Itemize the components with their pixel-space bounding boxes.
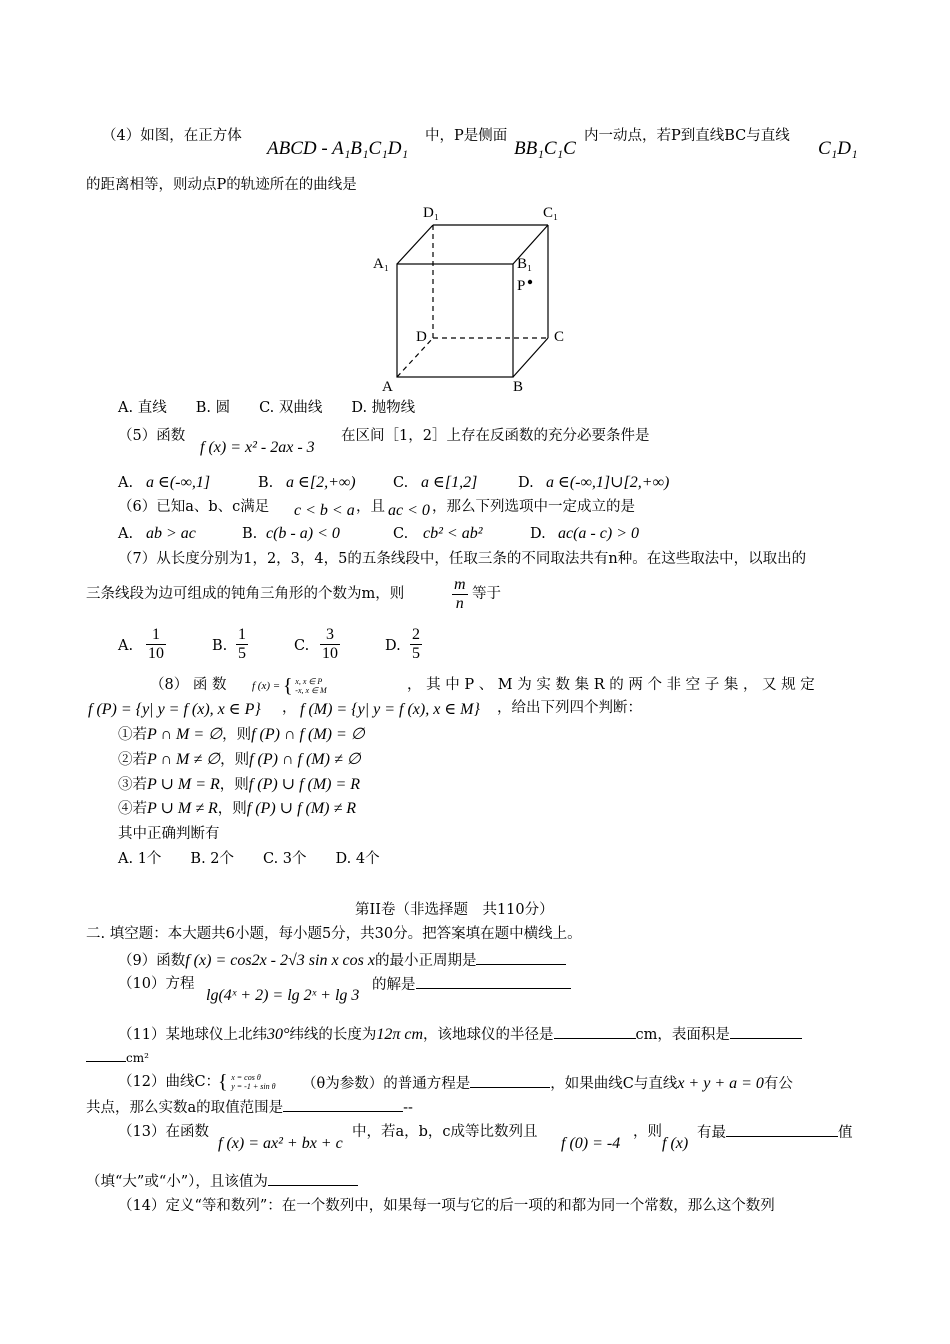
label-b1: B₁ [517, 256, 533, 272]
q8-fx: f (x) = [252, 680, 281, 692]
q9-text-a: （9）函数 [118, 953, 186, 969]
q13-text-a: （13）在函数 [118, 1124, 209, 1140]
q8-def-sep: ， [282, 700, 297, 716]
q4-math-line: C₁D₁ [818, 138, 858, 159]
q8-j4-m2: f (P) ∪ f (M) ≠ R [246, 800, 357, 817]
q9-blank[interactable] [476, 952, 566, 965]
q13-value-blank[interactable] [268, 1173, 358, 1186]
q12-case1: x = cos θ [231, 1072, 261, 1082]
q12-line1-rest [302, 1074, 793, 1093]
q4-text-c: 内一动点，若P到直线BC与直线 [584, 128, 790, 144]
q13-text-f: （填“大”或“小”），且该值为 [86, 1174, 268, 1190]
q8-judgement-1 [118, 725, 365, 744]
q6-math-2: ac < 0 [388, 502, 430, 519]
q5-choice-c-label: C. [393, 475, 409, 491]
q8-brace-icon: { [282, 675, 293, 697]
q4-line2: 的距离相等，则动点P的轨迹所在的曲线是 [86, 177, 357, 193]
part2-section: 二. 填空题：本大题共6小题，每小题5分，共30分。把答案填在题中横线上。 [86, 926, 582, 942]
q9-text-b: 的最小正周期是 [374, 953, 477, 969]
q13-text-e: 值 [838, 1125, 853, 1141]
q12-dash: -- [403, 1100, 413, 1116]
q11-text-c: ，该地球仪的半径是 [423, 1027, 554, 1043]
q7-line2-a: 三条线段为边可组成的钝角三角形的个数为m，则 [86, 586, 405, 602]
label-c: C [554, 329, 565, 345]
q6-choice-b: c(b - a) < 0 [266, 525, 340, 542]
label-d: D [416, 329, 427, 345]
label-b: B [513, 379, 524, 395]
q8-j2-a: ②若 [118, 752, 147, 768]
q8-j2-m1: P ∩ M ≠ ∅ [147, 751, 221, 768]
q7-choice-d [410, 626, 422, 664]
q8-text-a: （8） 函 数 [150, 677, 227, 693]
label-a: A [382, 379, 393, 395]
q13-type-blank[interactable] [726, 1124, 838, 1137]
q7-line1: （7）从长度分别为1，2，3，4，5的五条线段中，任取三条的不同取法共有n种。在这些取法中，以取出的 [118, 551, 807, 567]
q7-a-num: 1 [146, 626, 166, 645]
cube-edge-a1d1 [397, 225, 433, 264]
q13-text-d: 有最 [697, 1125, 726, 1141]
q7-choice-b [236, 626, 248, 664]
q8-j3-m1: P ∪ M = R [147, 776, 220, 793]
q12-text-c: ，如果曲线C与直线 [550, 1076, 678, 1092]
q12-case2: y = -1 + sin θ [231, 1081, 276, 1091]
q7-choice-c [320, 626, 340, 664]
q5-choice-a-label: A. [118, 475, 134, 491]
q11-text-a: （11）某地球仪上北纬 [118, 1027, 267, 1043]
q7-b-den: 5 [238, 645, 246, 663]
q5-choice-a: a ∈(-∞,1] [146, 474, 211, 491]
q7-c-den: 10 [322, 645, 338, 663]
q8-j2-b: ，则 [220, 752, 250, 768]
q4-text-a: （4）如图，在正方体 [102, 128, 242, 144]
q8-j1-a: ①若 [118, 727, 147, 743]
q5-choice-d: a ∈(-∞,1]∪[2,+∞) [546, 474, 670, 491]
q10-math: lg(4ˣ + 2) = lg 2ˣ + lg 3 [206, 987, 360, 1004]
q8-j2-m2: f (P) ∩ f (M) ≠ ∅ [249, 751, 361, 768]
q8-case1: x, x ∈ P [295, 677, 323, 687]
label-p: P [517, 278, 526, 294]
q7-b-num: 1 [236, 626, 248, 645]
q8-judgement-4 [118, 799, 356, 818]
q13-math-1: f (x) = ax² + bx + c [218, 1135, 343, 1152]
q10-text-a: （10）方程 [118, 976, 195, 992]
q4-math-face: BB₁C₁C [514, 138, 576, 159]
q8-def-p: f (P) = {y| y = f (x), x ∈ P} [88, 701, 261, 718]
q5-text-b: 在区间［1，2］上存在反函数的充分必要条件是 [341, 428, 650, 444]
q6-choice-c-label: C. [393, 526, 409, 542]
q4-line1 [102, 128, 242, 145]
q7-a-den: 10 [148, 645, 164, 663]
q11-area-blank-cont[interactable] [86, 1049, 126, 1062]
cube-edge-ad-hidden [397, 338, 433, 377]
q4-choices: A. 直线 B. 圆 C. 双曲线 D. 抛物线 [118, 400, 416, 416]
q8-text-c: ，给出下列四个判断： [497, 700, 642, 716]
q6-math-1: c < b < a [294, 502, 355, 519]
q7-choice-a-label: A. [118, 638, 134, 654]
q4-text-b: 中，P是侧面 [425, 128, 508, 144]
q8-j1-m2: f (P) ∩ f (M) = ∅ [251, 726, 365, 743]
point-p [528, 280, 532, 284]
q9-line [118, 951, 566, 970]
q12-brace-icon: { [218, 1071, 228, 1093]
q11-area-blank[interactable] [730, 1026, 802, 1039]
label-d1: D₁ [423, 205, 440, 221]
q6-choice-d: ac(a - c) > 0 [558, 525, 639, 542]
label-c1: C₁ [543, 205, 559, 221]
q7-d-num: 2 [410, 626, 422, 645]
q8-j3-b: ，则 [219, 777, 249, 793]
q13-line2 [86, 1173, 358, 1191]
q11-radius-blank[interactable] [554, 1026, 636, 1039]
q8-def-m: f (M) = {y| y = f (x), x ∈ M} [300, 701, 480, 718]
q8-text-b: ， 其 中 P 、 M 为 实 数 集 R 的 两 个 非 空 子 集 ， 又 规 定 [407, 677, 815, 693]
q12-param [218, 1070, 276, 1094]
q11-line2 [86, 1049, 149, 1067]
q8-choices: A. 1个 B. 2个 C. 3个 D. 4个 [118, 851, 380, 867]
q6-choice-c: cb² < ab² [423, 525, 483, 542]
q12-text-b: （θ为参数）的普通方程是 [302, 1076, 471, 1092]
q7-choice-b-label: B. [212, 638, 228, 654]
q6-choice-a: ab > ac [146, 525, 196, 542]
q13-math-3: f (x) [662, 1135, 689, 1152]
q12-range-blank[interactable] [283, 1099, 403, 1112]
q7-frac-num: m [452, 576, 468, 595]
q7-choice-d-label: D. [385, 638, 401, 654]
label-a1: A₁ [373, 256, 390, 272]
q11-math-2: 12π cm [376, 1026, 424, 1043]
q8-correct: 其中正确判断有 [118, 826, 220, 842]
q6-text-a: （6）已知a、b、c满足 [118, 499, 270, 515]
q7-choice-a [146, 626, 166, 664]
q13-math-2: f (0) = -4 [561, 1135, 621, 1152]
q13-text-c: ，则 [633, 1124, 662, 1140]
q13-text-b: 中，若a，b，c成等比数列且 [352, 1124, 538, 1140]
q14-line1: （14）定义“等和数列”：在一个数列中，如果每一项与它的后一项的和都为同一个常数，那么这个数列 [118, 1198, 775, 1214]
q12-text-a: （12）曲线C： [118, 1074, 221, 1090]
q10-blank[interactable] [416, 976, 571, 989]
cube-figure [360, 198, 590, 398]
q11-line1 [118, 1025, 802, 1044]
q8-judgement-2 [118, 750, 361, 769]
q8-j3-m2: f (P) ∪ f (M) = R [248, 776, 361, 793]
cube-edge-bc [513, 338, 548, 377]
q6-text-c: ，那么下列选项中一定成立的是 [432, 499, 635, 515]
q11-text-d: cm，表面积是 [635, 1027, 730, 1043]
q12-math: x + y + a = 0 [677, 1075, 764, 1092]
q6-text-b: ，且 [356, 499, 385, 515]
q8-judgement-3 [118, 775, 360, 794]
q6-choice-a-label: A. [118, 526, 134, 542]
q13-line1-end [697, 1124, 853, 1142]
q12-equation-blank[interactable] [470, 1075, 550, 1088]
q5-choice-b: a ∈[2,+∞) [286, 474, 356, 491]
q5-math: f (x) = x² - 2ax - 3 [200, 439, 315, 456]
q6-choice-d-label: D. [530, 526, 546, 542]
q8-j4-b: ，则 [217, 801, 247, 817]
q12-text-e: 共点，那么实数a的取值范围是 [86, 1100, 284, 1116]
q11-math-1: 30° [266, 1026, 290, 1043]
q7-line2-b: 等于 [472, 586, 501, 602]
q5-choice-c: a ∈[1,2] [421, 474, 478, 491]
q7-d-den: 5 [412, 645, 420, 663]
q9-math: f (x) = cos2x - 2√3 sin x cos x [185, 952, 375, 969]
q7-fraction [452, 576, 468, 614]
q7-c-num: 3 [320, 626, 340, 645]
q5-choice-b-label: B. [258, 475, 274, 491]
q8-j4-m1: P ∪ M ≠ R [147, 800, 218, 817]
q8-j1-b: ，则 [222, 727, 252, 743]
q8-j3-a: ③若 [118, 777, 147, 793]
q10-answer [372, 976, 571, 994]
q8-j4-a: ④若 [118, 801, 147, 817]
q6-choice-b-label: B. [242, 526, 258, 542]
q12-line2 [86, 1099, 413, 1117]
q12-text-d: 有公 [763, 1076, 793, 1092]
q10-text-b: 的解是 [372, 977, 416, 993]
q5-text-a: （5）函数 [118, 428, 186, 444]
q8-j1-m1: P ∩ M = ∅ [147, 726, 223, 743]
cube-front-face [397, 264, 513, 377]
q8-piecewise [252, 674, 327, 698]
q11-unit: cm² [126, 1051, 149, 1065]
q7-choice-c-label: C. [294, 638, 310, 654]
q5-choice-d-label: D. [518, 475, 534, 491]
q4-math-cube: ABCD - A₁B₁C₁D₁ [267, 138, 409, 159]
q11-text-b: 纬线的长度为 [289, 1027, 377, 1043]
q8-case2: -x, x ∈ M [295, 686, 327, 696]
part2-title: 第II卷（非选择题 共110分） [355, 902, 554, 918]
q7-frac-den: n [455, 595, 464, 613]
